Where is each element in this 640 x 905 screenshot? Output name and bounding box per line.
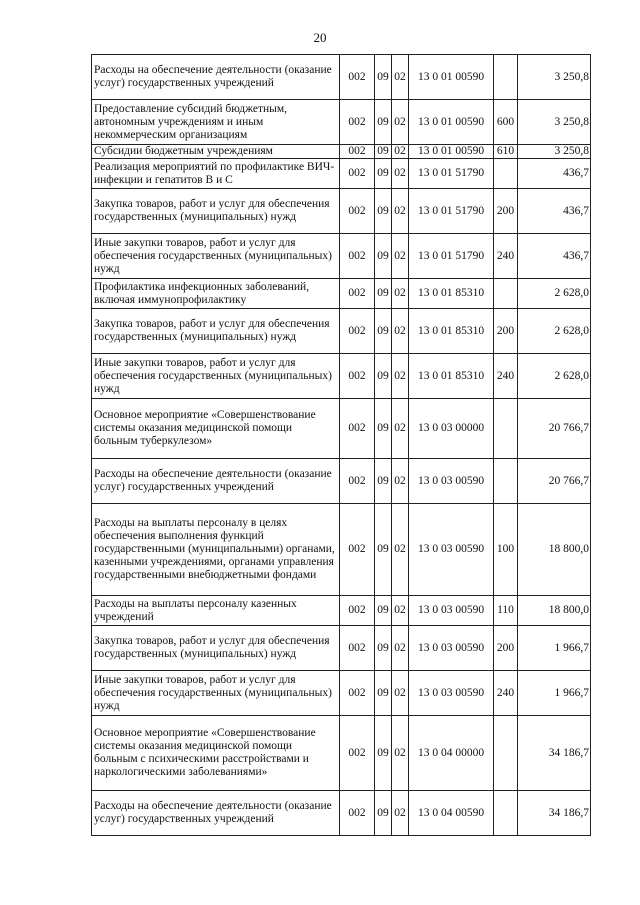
expense-type-code: 200 <box>494 309 518 354</box>
expense-type-code: 600 <box>494 100 518 145</box>
target-article-code: 13 0 04 00000 <box>409 716 494 791</box>
section-code: 09 <box>375 55 392 100</box>
amount: 2 628,0 <box>518 309 591 354</box>
expense-type-code: 240 <box>494 354 518 399</box>
table-row <box>92 596 591 626</box>
expense-type-code: 200 <box>494 626 518 671</box>
target-article-code: 13 0 03 00590 <box>409 596 494 626</box>
section-code: 09 <box>375 626 392 671</box>
expense-type-code <box>494 716 518 791</box>
admin-code: 002 <box>340 671 375 716</box>
amount: 3 250,8 <box>518 145 591 159</box>
expense-type-code <box>494 791 518 836</box>
section-code: 09 <box>375 234 392 279</box>
row-name: Реализация мероприятий по профилактике ВИЧ-инфекции и гепатитов В и С <box>92 159 340 189</box>
amount: 436,7 <box>518 189 591 234</box>
admin-code: 002 <box>340 459 375 504</box>
row-name: Субсидии бюджетным учреждениям <box>92 145 340 159</box>
target-article-code: 13 0 03 00590 <box>409 459 494 504</box>
row-name: Расходы на обеспечение деятельности (оказание услуг) государственных учреждений <box>92 459 340 504</box>
row-name: Расходы на выплаты персоналу казенных учреждений <box>92 596 340 626</box>
row-name: Основное мероприятие «Совершенствование системы оказания медицинской помощи больным туберкулезом» <box>92 399 340 459</box>
section-code: 09 <box>375 716 392 791</box>
amount: 1 966,7 <box>518 671 591 716</box>
subsection-code: 02 <box>392 716 409 791</box>
budget-table <box>91 54 591 836</box>
table-body <box>92 55 591 836</box>
target-article-code: 13 0 03 00590 <box>409 626 494 671</box>
subsection-code: 02 <box>392 159 409 189</box>
expense-type-code: 200 <box>494 189 518 234</box>
subsection-code: 02 <box>392 459 409 504</box>
table-row <box>92 459 591 504</box>
section-code: 09 <box>375 399 392 459</box>
expense-type-code <box>494 159 518 189</box>
section-code: 09 <box>375 100 392 145</box>
expense-type-code: 100 <box>494 504 518 596</box>
row-name: Основное мероприятие «Совершенствование системы оказания медицинской помощи больным с психическими расстройствами и наркологическими заболеваниями» <box>92 716 340 791</box>
admin-code: 002 <box>340 55 375 100</box>
subsection-code: 02 <box>392 791 409 836</box>
subsection-code: 02 <box>392 354 409 399</box>
section-code: 09 <box>375 145 392 159</box>
amount: 2 628,0 <box>518 279 591 309</box>
row-name: Закупка товаров, работ и услуг для обеспечения государственных (муниципальных) нужд <box>92 626 340 671</box>
subsection-code: 02 <box>392 145 409 159</box>
admin-code: 002 <box>340 145 375 159</box>
admin-code: 002 <box>340 716 375 791</box>
row-name: Расходы на обеспечение деятельности (оказание услуг) государственных учреждений <box>92 55 340 100</box>
table-row <box>92 309 591 354</box>
target-article-code: 13 0 03 00590 <box>409 671 494 716</box>
row-name: Закупка товаров, работ и услуг для обеспечения государственных (муниципальных) нужд <box>92 309 340 354</box>
subsection-code: 02 <box>392 189 409 234</box>
expense-type-code: 240 <box>494 671 518 716</box>
admin-code: 002 <box>340 626 375 671</box>
expense-type-code: 110 <box>494 596 518 626</box>
amount: 436,7 <box>518 159 591 189</box>
subsection-code: 02 <box>392 279 409 309</box>
row-name: Иные закупки товаров, работ и услуг для обеспечения государственных (муниципальных) нужд <box>92 234 340 279</box>
target-article-code: 13 0 01 51790 <box>409 159 494 189</box>
subsection-code: 02 <box>392 100 409 145</box>
section-code: 09 <box>375 189 392 234</box>
table-row <box>92 100 591 145</box>
row-name: Расходы на обеспечение деятельности (оказание услуг) государственных учреждений <box>92 791 340 836</box>
subsection-code: 02 <box>392 234 409 279</box>
table-row <box>92 354 591 399</box>
subsection-code: 02 <box>392 309 409 354</box>
table-row <box>92 189 591 234</box>
target-article-code: 13 0 01 00590 <box>409 145 494 159</box>
row-name: Расходы на выплаты персоналу в целях обеспечения выполнения функций государственными (муниципальными) органами, казенными учреждениями, органами управления государственными внебюджетными фондами <box>92 504 340 596</box>
section-code: 09 <box>375 354 392 399</box>
amount: 34 186,7 <box>518 791 591 836</box>
admin-code: 002 <box>340 100 375 145</box>
amount: 18 800,0 <box>518 596 591 626</box>
target-article-code: 13 0 03 00000 <box>409 399 494 459</box>
admin-code: 002 <box>340 354 375 399</box>
amount: 2 628,0 <box>518 354 591 399</box>
subsection-code: 02 <box>392 596 409 626</box>
target-article-code: 13 0 01 85310 <box>409 354 494 399</box>
table-row <box>92 234 591 279</box>
expense-type-code: 240 <box>494 234 518 279</box>
admin-code: 002 <box>340 159 375 189</box>
target-article-code: 13 0 04 00590 <box>409 791 494 836</box>
amount: 3 250,8 <box>518 100 591 145</box>
amount: 18 800,0 <box>518 504 591 596</box>
target-article-code: 13 0 01 85310 <box>409 309 494 354</box>
expense-type-code: 610 <box>494 145 518 159</box>
row-name: Предоставление субсидий бюджетным, автономным учреждениям и иным некоммерческим организациям <box>92 100 340 145</box>
subsection-code: 02 <box>392 55 409 100</box>
expense-type-code <box>494 459 518 504</box>
table-row <box>92 671 591 716</box>
table-row <box>92 55 591 100</box>
admin-code: 002 <box>340 309 375 354</box>
subsection-code: 02 <box>392 399 409 459</box>
target-article-code: 13 0 01 00590 <box>409 55 494 100</box>
expense-type-code <box>494 399 518 459</box>
amount: 436,7 <box>518 234 591 279</box>
section-code: 09 <box>375 671 392 716</box>
table-row <box>92 716 591 791</box>
admin-code: 002 <box>340 399 375 459</box>
target-article-code: 13 0 01 51790 <box>409 234 494 279</box>
section-code: 09 <box>375 159 392 189</box>
row-name: Закупка товаров, работ и услуг для обеспечения государственных (муниципальных) нужд <box>92 189 340 234</box>
target-article-code: 13 0 01 51790 <box>409 189 494 234</box>
section-code: 09 <box>375 791 392 836</box>
table-row <box>92 504 591 596</box>
admin-code: 002 <box>340 791 375 836</box>
subsection-code: 02 <box>392 626 409 671</box>
target-article-code: 13 0 01 85310 <box>409 279 494 309</box>
admin-code: 002 <box>340 234 375 279</box>
subsection-code: 02 <box>392 671 409 716</box>
amount: 34 186,7 <box>518 716 591 791</box>
row-name: Профилактика инфекционных заболеваний, включая иммунопрофилактику <box>92 279 340 309</box>
table-row <box>92 399 591 459</box>
section-code: 09 <box>375 279 392 309</box>
amount: 20 766,7 <box>518 399 591 459</box>
admin-code: 002 <box>340 504 375 596</box>
subsection-code: 02 <box>392 504 409 596</box>
admin-code: 002 <box>340 279 375 309</box>
section-code: 09 <box>375 309 392 354</box>
admin-code: 002 <box>340 596 375 626</box>
expense-type-code <box>494 55 518 100</box>
admin-code: 002 <box>340 189 375 234</box>
table-row <box>92 626 591 671</box>
row-name: Иные закупки товаров, работ и услуг для обеспечения государственных (муниципальных) нужд <box>92 671 340 716</box>
row-name: Иные закупки товаров, работ и услуг для обеспечения государственных (муниципальных) нужд <box>92 354 340 399</box>
section-code: 09 <box>375 459 392 504</box>
table-row <box>92 145 591 159</box>
table-row <box>92 279 591 309</box>
amount: 3 250,8 <box>518 55 591 100</box>
amount: 1 966,7 <box>518 626 591 671</box>
section-code: 09 <box>375 504 392 596</box>
expense-type-code <box>494 279 518 309</box>
target-article-code: 13 0 01 00590 <box>409 100 494 145</box>
target-article-code: 13 0 03 00590 <box>409 504 494 596</box>
page-number: 20 <box>313 30 327 45</box>
table-row <box>92 791 591 836</box>
table-row <box>92 159 591 189</box>
section-code: 09 <box>375 596 392 626</box>
amount: 20 766,7 <box>518 459 591 504</box>
